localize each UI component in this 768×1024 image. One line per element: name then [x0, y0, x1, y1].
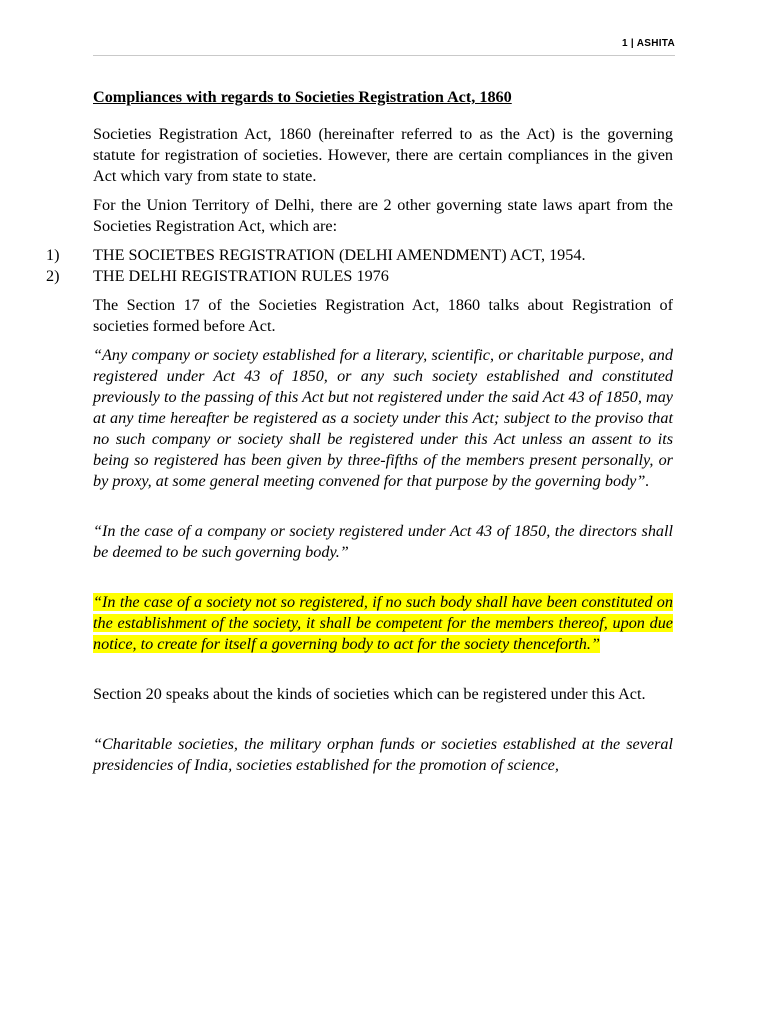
blank-line	[93, 500, 673, 521]
document-body	[46, 87, 673, 784]
list-item-number: 2)	[46, 267, 60, 285]
section-17-paragraph: The Section 17 of the Societies Registration Act, 1860 talks about Registration of societies formed before Act.	[93, 296, 673, 335]
section-20-paragraph: Section 20 speaks about the kinds of societies which can be registered under this Act.	[93, 685, 646, 703]
state-laws-list	[46, 245, 673, 287]
list-item-number: 1)	[46, 246, 60, 264]
highlighted-quote: “In the case of a society not so registered, if no such body shall have been constituted on the establishment of the society, it shall be competent for the members thereof, upon due notice, to create for itself a governing body to act for the society thenceforth.”	[93, 593, 673, 653]
page-header	[93, 38, 675, 56]
list-item-text: THE SOCIETBES REGISTRATION (DELHI AMENDMENT) ACT, 1954.	[93, 246, 586, 264]
section-20-quote: “Charitable societies, the military orphan funds or societies established at the several presidencies of India, societies established for the promotion of science,	[93, 735, 673, 774]
list-item-text: THE DELHI REGISTRATION RULES 1976	[93, 267, 389, 285]
highlighted-quote-paragraph	[93, 592, 673, 655]
document-title: Compliances with regards to Societies Registration Act, 1860	[93, 88, 512, 106]
act-43-quote: “In the case of a company or society registered under Act 43 of 1850, the directors shall be deemed to be such governing body.”	[93, 522, 673, 561]
blank-line	[93, 571, 673, 592]
list-item	[46, 245, 673, 266]
section-17-quote: “Any company or society established for a literary, scientific, or charitable purpose, and registered under Act 43 of 1850, or any such society established and constituted previously to the passing of this Act but not registered under the said Act 43 of 1850, may at any time hereafter be registered as a society under this Act; subject to the proviso that no such company or society shall be registered under this Act unless an assent to its being so registered has been given by three-fifths of the members present personally, or by proxy, at some general meeting convened for that purpose by the governing body”.	[93, 346, 673, 490]
list-item	[46, 266, 673, 287]
intro-paragraph: Societies Registration Act, 1860 (hereinafter referred to as the Act) is the governing statute for registration of societies. However, there are certain compliances in the given Act which vary from state to state.	[93, 125, 673, 185]
blank-line	[93, 663, 673, 684]
blank-line	[93, 713, 673, 734]
delhi-laws-paragraph: For the Union Territory of Delhi, there are 2 other governing state laws apart from the Societies Registration Act, which are:	[93, 196, 673, 235]
page-number-label: 1 | ASHITA	[621, 38, 675, 49]
